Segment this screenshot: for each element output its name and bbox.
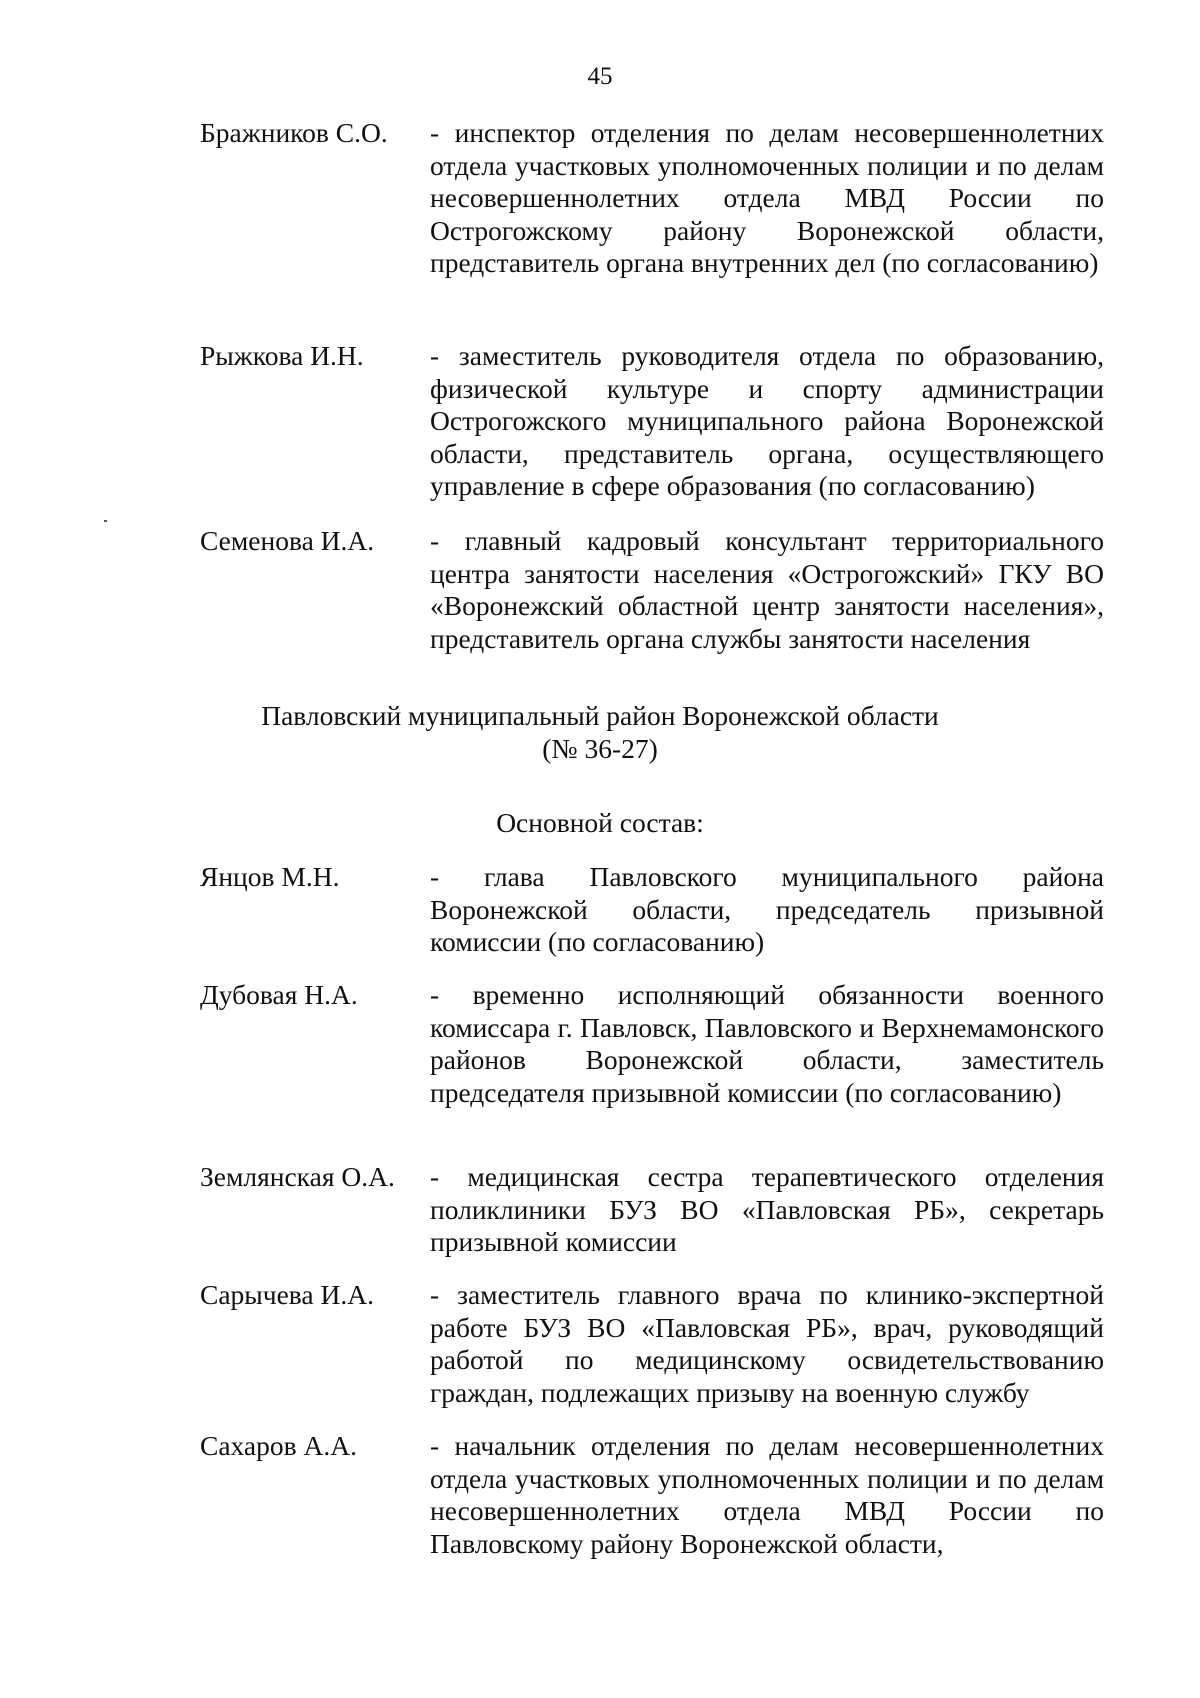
member-role: - инспектор отделения по делам несовершеннолетних отдела участковых уполномоченных полиции и по делам несовершеннолетних отдела МВД России по Острогожскому району Воронежской области, представитель органа внутренних дел (по согласованию) xyxy=(430,117,1104,278)
member-entry xyxy=(200,1279,1104,1409)
member-name: Землянская О.А. xyxy=(200,1161,395,1192)
district-heading xyxy=(0,700,1200,765)
member-entry xyxy=(200,979,1104,1109)
scan-speck xyxy=(104,520,107,522)
member-entry xyxy=(200,117,1104,280)
page-number: 45 xyxy=(587,63,613,90)
member-name: Дубовая Н.А. xyxy=(200,979,358,1010)
district-title: Павловский муниципальный район Воронежской области xyxy=(261,700,939,731)
member-role: - медицинская сестра терапевтического отделения поликлиники БУЗ ВО «Павловская РБ», секретарь призывной комиссии xyxy=(430,1161,1104,1257)
member-name: Бражников С.О. xyxy=(200,117,388,148)
member-entry xyxy=(200,1430,1104,1560)
member-role: - глава Павловского муниципального района Воронежской области, председатель призывной комиссии (по согласованию) xyxy=(430,861,1104,957)
district-number: (№ 36-27) xyxy=(542,732,658,764)
member-name: Сарычева И.А. xyxy=(200,1279,374,1310)
member-name: Семенова И.А. xyxy=(200,525,375,556)
member-name: Сахаров А.А. xyxy=(200,1430,357,1461)
member-entry xyxy=(200,525,1104,655)
member-name: Янцов М.Н. xyxy=(200,861,340,892)
member-role: - заместитель главного врача по клинико-экспертной работе БУЗ ВО «Павловская РБ», врач, руководящий работой по медицинскому освидетельствованию граждан, подлежащих призыву на военную службу xyxy=(430,1279,1104,1408)
composition-label: Основной состав: xyxy=(496,807,704,838)
member-entry xyxy=(200,1161,1104,1259)
member-entry xyxy=(200,861,1104,959)
member-role: - главный кадровый консультант территориального центра занятости населения «Острогожский» ГКУ ВО «Воронежский областной центр занятости населения», представитель органа службы занятости населения xyxy=(430,525,1104,654)
member-role: - начальник отделения по делам несовершеннолетних отдела участковых уполномоченных полиции и по делам несовершеннолетних отдела МВД России по Павловскому району Воронежской области, xyxy=(430,1430,1104,1559)
member-role: - заместитель руководителя отдела по образованию, физической культуре и спорту администрации Острогожского муниципального района Воронежской области, представитель органа, осуществляющего управление в сфере образования (по согласованию) xyxy=(430,340,1104,501)
member-entry xyxy=(200,340,1104,503)
member-role: - временно исполняющий обязанности военного комиссара г. Павловск, Павловского и Верхнемамонского районов Воронежской области, заместитель председателя призывной комиссии (по согласованию) xyxy=(430,979,1104,1108)
member-name: Рыжкова И.Н. xyxy=(200,340,364,371)
